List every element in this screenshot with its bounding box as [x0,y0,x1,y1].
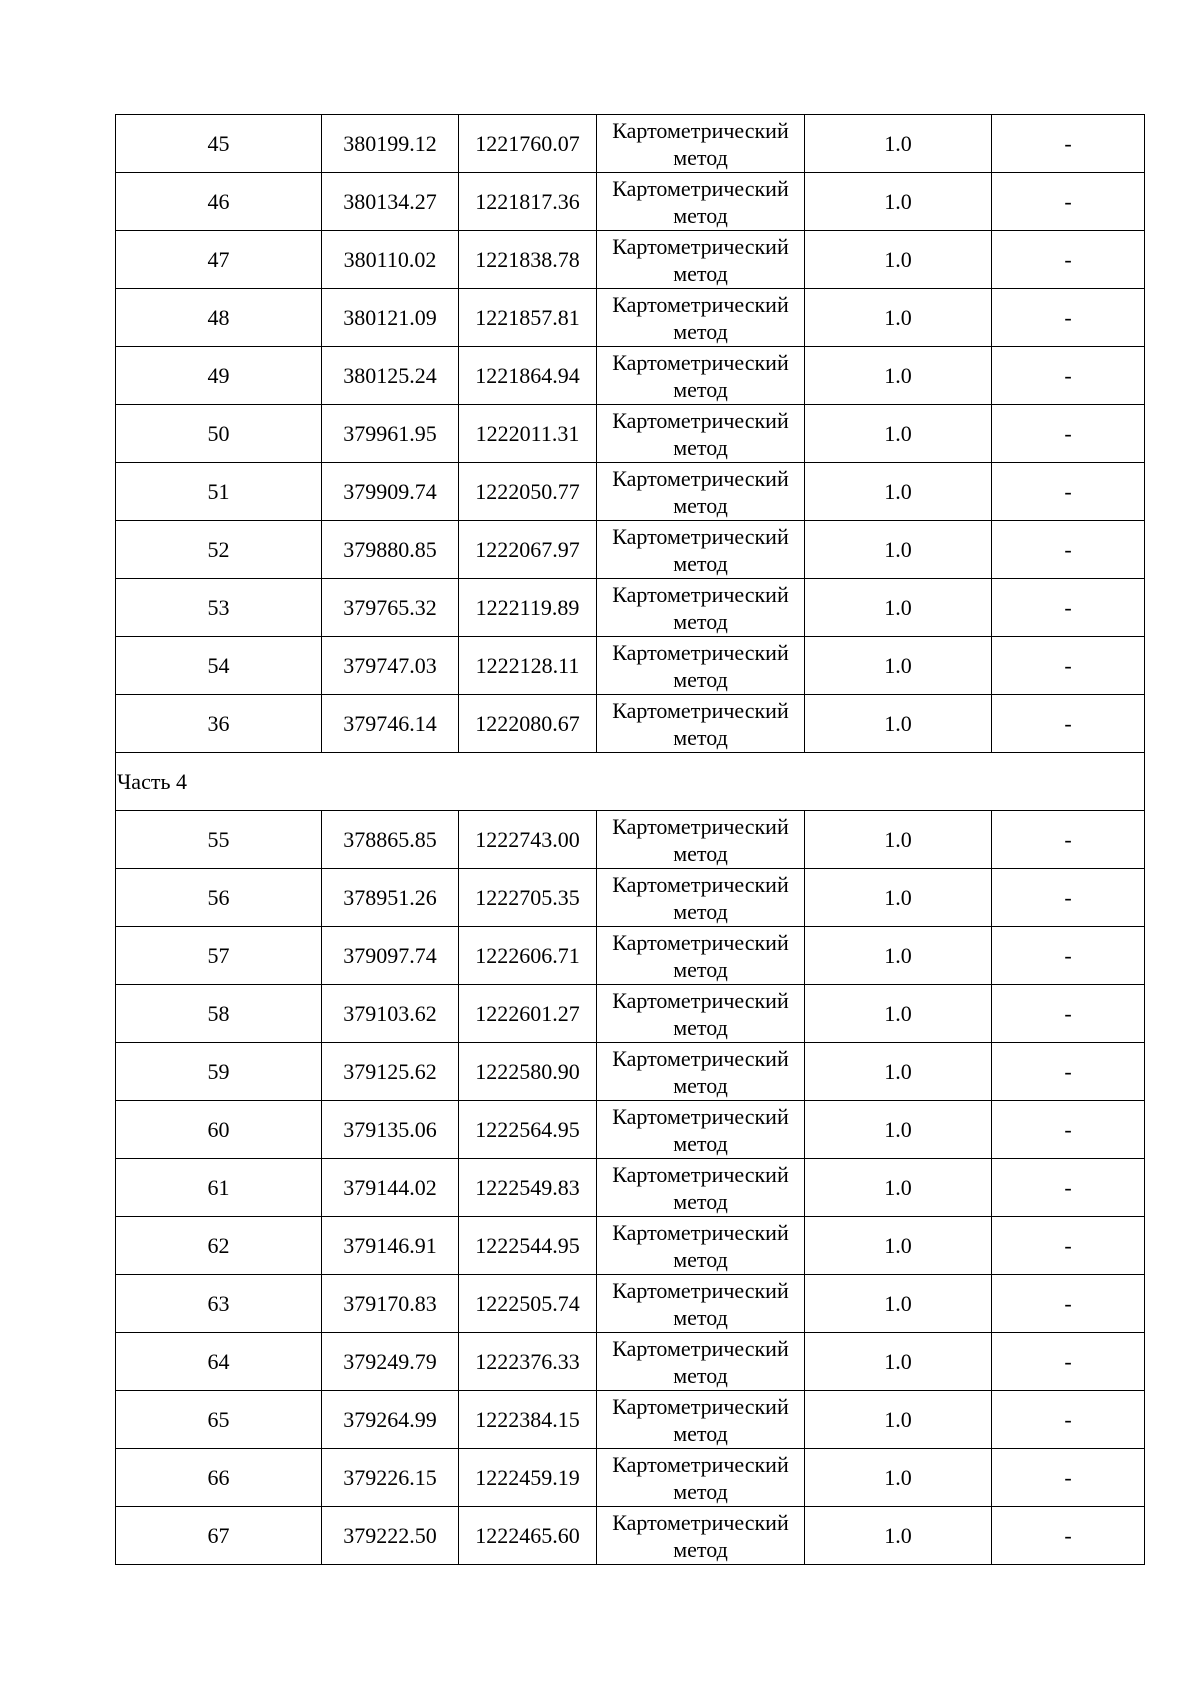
description-cell: - [992,1159,1145,1217]
point-number-cell: 46 [116,173,322,231]
description-cell: - [992,1333,1145,1391]
table-row [116,231,1145,289]
y-coordinate-cell: 1222067.97 [459,521,597,579]
description-cell: - [992,1507,1145,1565]
y-coordinate-cell: 1222549.83 [459,1159,597,1217]
point-number-cell: 36 [116,695,322,753]
section-row [116,753,1145,811]
point-number-cell: 49 [116,347,322,405]
x-coordinate-cell: 379103.62 [322,985,459,1043]
table-row [116,1449,1145,1507]
table-row [116,347,1145,405]
y-coordinate-cell: 1222119.89 [459,579,597,637]
x-coordinate-cell: 379146.91 [322,1217,459,1275]
method-line-1: Картометрический [612,1103,789,1129]
point-number-cell: 47 [116,231,322,289]
method-line-2: метод [673,144,728,170]
description-cell: - [992,1043,1145,1101]
description-cell: - [992,463,1145,521]
accuracy-cell: 1.0 [805,695,992,753]
method-line-1: Картометрический [612,523,789,549]
table-row [116,115,1145,173]
point-number-cell: 55 [116,811,322,869]
accuracy-cell: 1.0 [805,869,992,927]
method-cell [597,695,805,753]
point-number-cell: 61 [116,1159,322,1217]
y-coordinate-cell: 1222080.67 [459,695,597,753]
x-coordinate-cell: 379746.14 [322,695,459,753]
description-cell: - [992,869,1145,927]
method-cell [597,869,805,927]
y-coordinate-cell: 1222564.95 [459,1101,597,1159]
description-cell: - [992,1217,1145,1275]
description-cell: - [992,173,1145,231]
method-line-1: Картометрический [612,639,789,665]
method-cell [597,1275,805,1333]
description-cell: - [992,1101,1145,1159]
method-line-2: метод [673,434,728,460]
method-cell [597,231,805,289]
y-coordinate-cell: 1222505.74 [459,1275,597,1333]
method-line-1: Картометрический [612,1335,789,1361]
x-coordinate-cell: 379144.02 [322,1159,459,1217]
y-coordinate-cell: 1222128.11 [459,637,597,695]
description-cell: - [992,579,1145,637]
point-number-cell: 54 [116,637,322,695]
method-cell [597,637,805,695]
method-cell [597,173,805,231]
y-coordinate-cell: 1222011.31 [459,405,597,463]
method-line-2: метод [673,260,728,286]
table-row [116,1507,1145,1565]
point-number-cell: 50 [116,405,322,463]
y-coordinate-cell: 1222465.60 [459,1507,597,1565]
accuracy-cell: 1.0 [805,405,992,463]
table-row [116,521,1145,579]
method-line-2: метод [673,1188,728,1214]
method-line-2: метод [673,1478,728,1504]
point-number-cell: 56 [116,869,322,927]
method-cell [597,1333,805,1391]
method-cell [597,811,805,869]
accuracy-cell: 1.0 [805,1449,992,1507]
table-row [116,927,1145,985]
method-cell [597,405,805,463]
method-cell [597,1449,805,1507]
method-line-2: метод [673,1130,728,1156]
method-cell [597,463,805,521]
table-row [116,579,1145,637]
method-line-2: метод [673,318,728,344]
description-cell: - [992,695,1145,753]
method-cell [597,1101,805,1159]
method-line-1: Картометрический [612,871,789,897]
accuracy-cell: 1.0 [805,1043,992,1101]
description-cell: - [992,289,1145,347]
description-cell: - [992,985,1145,1043]
y-coordinate-cell: 1221864.94 [459,347,597,405]
accuracy-cell: 1.0 [805,463,992,521]
method-line-2: метод [673,376,728,402]
x-coordinate-cell: 379249.79 [322,1333,459,1391]
x-coordinate-cell: 380199.12 [322,115,459,173]
method-line-1: Картометрический [612,291,789,317]
method-cell [597,1043,805,1101]
table-row [116,1043,1145,1101]
table-row [116,1333,1145,1391]
description-cell: - [992,115,1145,173]
description-cell: - [992,405,1145,463]
accuracy-cell: 1.0 [805,637,992,695]
accuracy-cell: 1.0 [805,1159,992,1217]
description-cell: - [992,637,1145,695]
method-line-2: метод [673,898,728,924]
method-line-1: Картометрический [612,1045,789,1071]
method-cell [597,289,805,347]
y-coordinate-cell: 1222376.33 [459,1333,597,1391]
table-row [116,811,1145,869]
x-coordinate-cell: 380125.24 [322,347,459,405]
description-cell: - [992,927,1145,985]
point-number-cell: 64 [116,1333,322,1391]
method-line-2: метод [673,724,728,750]
table-row [116,1101,1145,1159]
x-coordinate-cell: 380121.09 [322,289,459,347]
method-cell [597,1507,805,1565]
table-row [116,173,1145,231]
method-line-2: метод [673,1072,728,1098]
point-number-cell: 59 [116,1043,322,1101]
method-line-2: метод [673,1362,728,1388]
method-line-1: Картометрический [612,1277,789,1303]
accuracy-cell: 1.0 [805,521,992,579]
point-number-cell: 66 [116,1449,322,1507]
y-coordinate-cell: 1221817.36 [459,173,597,231]
point-number-cell: 53 [116,579,322,637]
x-coordinate-cell: 379961.95 [322,405,459,463]
table-row [116,985,1145,1043]
method-cell [597,985,805,1043]
accuracy-cell: 1.0 [805,927,992,985]
method-line-2: метод [673,492,728,518]
accuracy-cell: 1.0 [805,347,992,405]
method-line-1: Картометрический [612,233,789,259]
description-cell: - [992,1275,1145,1333]
method-line-2: метод [673,550,728,576]
y-coordinate-cell: 1222544.95 [459,1217,597,1275]
table-row [116,463,1145,521]
method-cell [597,347,805,405]
point-number-cell: 58 [116,985,322,1043]
method-line-2: метод [673,202,728,228]
table-row [116,1391,1145,1449]
table-row [116,695,1145,753]
accuracy-cell: 1.0 [805,289,992,347]
table-row [116,1217,1145,1275]
y-coordinate-cell: 1221838.78 [459,231,597,289]
x-coordinate-cell: 379222.50 [322,1507,459,1565]
method-cell [597,521,805,579]
method-line-2: метод [673,1536,728,1562]
y-coordinate-cell: 1222743.00 [459,811,597,869]
accuracy-cell: 1.0 [805,579,992,637]
y-coordinate-cell: 1222384.15 [459,1391,597,1449]
point-number-cell: 62 [116,1217,322,1275]
section-label: Часть 4 [116,753,1145,811]
table-row [116,405,1145,463]
point-number-cell: 60 [116,1101,322,1159]
x-coordinate-cell: 379170.83 [322,1275,459,1333]
accuracy-cell: 1.0 [805,1507,992,1565]
accuracy-cell: 1.0 [805,1275,992,1333]
method-line-1: Картометрический [612,1393,789,1419]
method-line-2: метод [673,1304,728,1330]
method-line-1: Картометрический [612,697,789,723]
y-coordinate-cell: 1221760.07 [459,115,597,173]
point-number-cell: 52 [116,521,322,579]
x-coordinate-cell: 379909.74 [322,463,459,521]
method-line-1: Картометрический [612,987,789,1013]
accuracy-cell: 1.0 [805,811,992,869]
y-coordinate-cell: 1222050.77 [459,463,597,521]
point-number-cell: 67 [116,1507,322,1565]
description-cell: - [992,347,1145,405]
method-line-1: Картометрический [612,581,789,607]
description-cell: - [992,1391,1145,1449]
table-row [116,289,1145,347]
method-line-1: Картометрический [612,349,789,375]
y-coordinate-cell: 1222459.19 [459,1449,597,1507]
accuracy-cell: 1.0 [805,1333,992,1391]
x-coordinate-cell: 379747.03 [322,637,459,695]
point-number-cell: 45 [116,115,322,173]
accuracy-cell: 1.0 [805,1391,992,1449]
method-line-1: Картометрический [612,465,789,491]
description-cell: - [992,521,1145,579]
x-coordinate-cell: 378865.85 [322,811,459,869]
x-coordinate-cell: 379264.99 [322,1391,459,1449]
method-line-2: метод [673,956,728,982]
x-coordinate-cell: 379135.06 [322,1101,459,1159]
x-coordinate-cell: 380134.27 [322,173,459,231]
accuracy-cell: 1.0 [805,985,992,1043]
method-line-2: метод [673,608,728,634]
description-cell: - [992,811,1145,869]
method-line-1: Картометрический [612,407,789,433]
table-row [116,637,1145,695]
method-cell [597,115,805,173]
method-cell [597,1391,805,1449]
method-cell [597,1217,805,1275]
method-cell [597,927,805,985]
accuracy-cell: 1.0 [805,1101,992,1159]
description-cell: - [992,231,1145,289]
method-line-2: метод [673,666,728,692]
y-coordinate-cell: 1222606.71 [459,927,597,985]
y-coordinate-cell: 1222580.90 [459,1043,597,1101]
table-row [116,1275,1145,1333]
method-cell [597,579,805,637]
method-line-1: Картометрический [612,117,789,143]
accuracy-cell: 1.0 [805,1217,992,1275]
x-coordinate-cell: 379125.62 [322,1043,459,1101]
x-coordinate-cell: 380110.02 [322,231,459,289]
coordinates-table [115,114,1145,1565]
x-coordinate-cell: 379226.15 [322,1449,459,1507]
point-number-cell: 63 [116,1275,322,1333]
method-line-1: Картометрический [612,1161,789,1187]
x-coordinate-cell: 378951.26 [322,869,459,927]
method-line-1: Картометрический [612,929,789,955]
method-line-1: Картометрический [612,813,789,839]
coordinates-table-body [116,115,1145,1565]
description-cell: - [992,1449,1145,1507]
accuracy-cell: 1.0 [805,173,992,231]
method-line-1: Картометрический [612,1219,789,1245]
table-row [116,869,1145,927]
method-line-2: метод [673,1246,728,1272]
accuracy-cell: 1.0 [805,115,992,173]
table-row [116,1159,1145,1217]
method-line-2: метод [673,840,728,866]
point-number-cell: 51 [116,463,322,521]
method-line-1: Картометрический [612,1451,789,1477]
point-number-cell: 48 [116,289,322,347]
x-coordinate-cell: 379097.74 [322,927,459,985]
method-line-2: метод [673,1014,728,1040]
method-line-2: метод [673,1420,728,1446]
point-number-cell: 57 [116,927,322,985]
y-coordinate-cell: 1222601.27 [459,985,597,1043]
method-cell [597,1159,805,1217]
y-coordinate-cell: 1221857.81 [459,289,597,347]
x-coordinate-cell: 379880.85 [322,521,459,579]
point-number-cell: 65 [116,1391,322,1449]
y-coordinate-cell: 1222705.35 [459,869,597,927]
method-line-1: Картометрический [612,1509,789,1535]
method-line-1: Картометрический [612,175,789,201]
accuracy-cell: 1.0 [805,231,992,289]
x-coordinate-cell: 379765.32 [322,579,459,637]
